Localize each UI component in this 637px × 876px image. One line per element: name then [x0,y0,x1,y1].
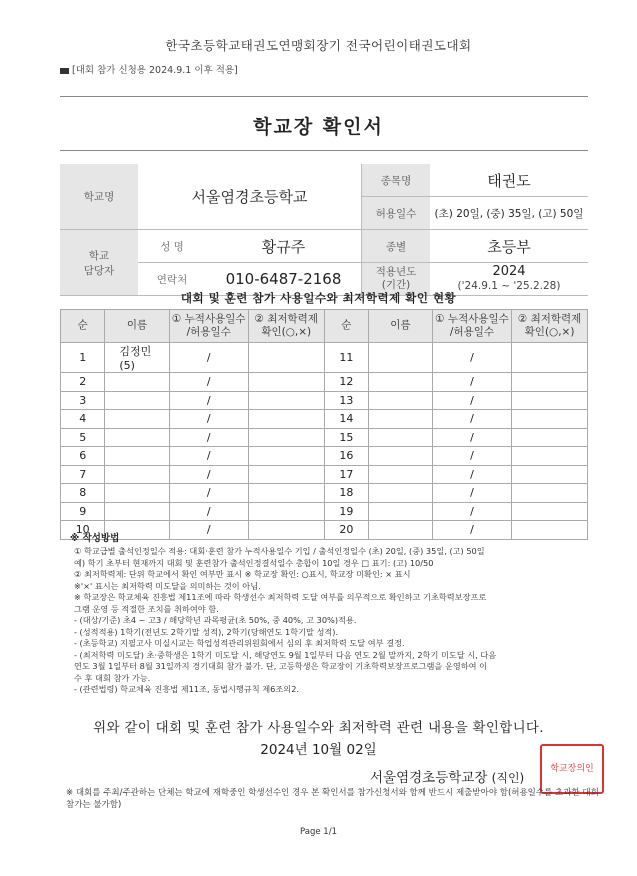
cell-days: / [432,343,511,373]
name-value: 황규주 [206,230,362,263]
cell-name [105,502,169,521]
school-name: 서울염경초등학교 [138,164,362,230]
cell-name [369,465,433,484]
signature [370,766,524,786]
cell-days: / [169,521,248,540]
col-name: 이름 [369,310,433,343]
method-line: ② 최저학력제: 단위 학교에서 확인 여부만 표시 ※ 학교장 확인: ○표시, 학교장 미확인: × 표시 [74,569,411,579]
school-label: 학교명 [60,164,138,230]
table-row [61,447,588,466]
cell-days: / [169,502,248,521]
cell-days: / [169,484,248,503]
method-line: ※'×' 표시는 최저학력 미도달을 의미하는 것이 아님. [74,580,261,591]
signature-name: 서울염경초등학교장 [370,770,488,786]
method-line: - (대상/기준) 초4 ~ 고3 / 해당학년 과목평균(초 50%, 중 40%, 고 30%)적용. [74,615,357,625]
confirm-text: 위와 같이 대회 및 훈련 참가 사용일수와 최저학력 관련 내용을 확인합니다. [93,720,544,736]
cell-name [105,391,169,410]
table-row [61,484,588,503]
table-row [61,502,588,521]
method-line: 연도 3월 1일부터 8월 31일까지 경기대회 참가 불가. 단, 고등학생은 학교장이 기초학력보장프로그램을 운영하여 이 [74,661,488,671]
cell-no: 14 [324,410,368,429]
period-value: ('24.9.1 ~ '25.2.28) [457,280,561,292]
method-line: 수 후 대회 참가 가능. [74,672,151,683]
contact-label: 연락처 [138,263,206,296]
cell-name [369,521,433,540]
cell-days: / [432,410,511,429]
cell-name [105,465,169,484]
square-bullet-icon [60,68,69,74]
cell-name [369,484,433,503]
cell-min [248,391,324,410]
cell-days: / [169,410,248,429]
cell-no: 19 [324,502,368,521]
cell-days: / [169,447,248,466]
cell-min [512,447,588,466]
cell-no: 10 [61,521,105,540]
cell-days: / [432,428,511,447]
method-title: ※ 작성방법 [70,533,120,544]
cell-no: 20 [324,521,368,540]
method-line: 예) 학기 초부터 현재까지 대회 및 훈련참가 출석인정결석일수 총합이 10일 경우 □ 표기: (고) 10/50 [74,557,434,568]
cell-no: 13 [324,391,368,410]
name-label: 성 명 [138,230,206,263]
cell-name [369,373,433,392]
cell-days: / [432,484,511,503]
method-line: - (관련법령) 학교체육 진흥법 제11조, 동법시행규칙 제6조의2. [74,684,300,694]
cell-min [512,465,588,484]
table-row [61,373,588,392]
footer-note: ※ 대회를 주최/주관하는 단체는 학교에 재학중인 학생선수인 경우 본 확인서를 참가신청서와 함께 반드시 제출받아야 함(허용일수를 초과한 대회 참가는 불가함) [66,788,599,810]
cell-name [105,447,169,466]
table-row [61,343,588,373]
table-row [61,428,588,447]
cell-min [248,502,324,521]
divider-top [60,96,588,97]
cell-min [512,502,588,521]
students-table [60,309,588,540]
info-table [60,164,588,296]
cell-min [512,410,588,429]
cell-no: 12 [324,373,368,392]
cell-no: 3 [61,391,105,410]
cell-days: / [169,373,248,392]
cell-name [105,373,169,392]
cell-name [105,428,169,447]
application-note [60,62,238,76]
cell-min [248,521,324,540]
cell-no: 5 [61,428,105,447]
cell-min [512,428,588,447]
cell-name [369,343,433,373]
cell-min [512,343,588,373]
cell-no: 8 [61,484,105,503]
allow-days-label: 허용일수 [362,197,431,230]
confirm-date: 2024년 10월 02일 [260,742,377,758]
cell-no: 15 [324,428,368,447]
cell-min [248,410,324,429]
table-header-row [61,310,588,343]
method-line: 그램 운영 등 적절한 조치를 취하여야 함. [74,603,219,614]
cell-no: 11 [324,343,368,373]
cell-name [369,391,433,410]
seal-mark: 학교장의인 [550,763,594,774]
cell-no: 17 [324,465,368,484]
table-row [61,410,588,429]
cell-no: 9 [61,502,105,521]
cell-no: 18 [324,484,368,503]
allow-days-value: (초) 20일, (중) 35일, (고) 50일 [430,197,588,230]
table-row [61,465,588,484]
cell-name [369,410,433,429]
method-line: ① 학교급별 출석인정일수 적용: 대회·훈련 참가 누적사용일수 기입 / 출석인정일수 (초) 20일, (중) 35일, (고) 50일 [74,546,485,556]
col-min: ② 최저학력제 확인(○,×) [248,310,324,343]
table-row [61,521,588,540]
event-label: 종목명 [362,164,431,197]
cell-name [369,447,433,466]
cell-no: 4 [61,410,105,429]
cell-min [248,373,324,392]
cell-no: 16 [324,447,368,466]
cell-min [248,484,324,503]
cell-min [248,428,324,447]
document-header: 한국초등학교태권도연맹회장기 전국어린이태권도대회 [165,38,472,53]
col-days: ① 누적사용일수 /허용일수 [169,310,248,343]
cell-name [105,484,169,503]
cell-days: / [432,391,511,410]
cell-days: / [432,447,511,466]
cell-days: / [432,502,511,521]
cell-no: 1 [61,343,105,373]
division-value: 초등부 [430,230,588,263]
page-title: 학교장 확인서 [253,116,384,138]
col-no: 순 [324,310,368,343]
col-no: 순 [61,310,105,343]
cell-name [369,428,433,447]
year-label: 적용년도 (기간) [362,263,431,296]
cell-days: / [169,465,248,484]
cell-min [512,373,588,392]
table-row [61,391,588,410]
cell-days: / [169,343,248,373]
cell-min [248,447,324,466]
cell-min [248,343,324,373]
cell-name [105,410,169,429]
col-min: ② 최저학력제 확인(○,×) [512,310,588,343]
year-value: 2024 [492,264,526,279]
cell-days: / [432,373,511,392]
event-value: 태권도 [430,164,588,197]
cell-name [369,502,433,521]
cell-min [512,521,588,540]
method-lines [74,546,594,696]
cell-days: / [432,465,511,484]
method-line: ※ 학교장은 학교체육 진흥법 제11조에 따라 학생선수 최저학력 도달 여부를 의무적으로 확인하고 기초학력보장프로 [74,592,487,602]
cell-no: 7 [61,465,105,484]
contact-value: 010-6487-2168 [206,263,362,296]
manager-label: 학교 담당자 [60,230,138,296]
page-number: Page 1/1 [300,827,337,837]
table-subtitle: 대회 및 훈련 참가 사용일수와 최저학력제 확인 현황 [180,291,457,305]
col-days: ① 누적사용일수 /허용일수 [432,310,511,343]
official-seal [540,744,604,794]
cell-no: 2 [61,373,105,392]
cell-min [512,391,588,410]
cell-min [512,484,588,503]
method-line: - (성적적용) 1학기(전년도 2학기말 성적), 2학기(당해연도 1학기말 성적). [74,626,339,637]
cell-min [248,465,324,484]
cell-days: / [432,521,511,540]
method-line: - (최저학력 미도달) 초·중학생은 1학기 미도달 시, 해당연도 9월 1일부터 다음 연도 2월 말까지, 2학기 미도달 시, 다음 [74,649,497,660]
seal-label: (직인) [491,771,525,785]
method-line: - (초등학교) 지필고사 미실시교는 학업성적관리위원회에서 심의 후 최저학력 도달 여부 결정. [74,638,405,648]
divider-title [60,150,588,151]
cell-days: / [169,391,248,410]
application-note-text: [대회 참가 신청용 2024.9.1 이후 적용] [72,65,238,76]
cell-no: 6 [61,447,105,466]
cell-days: / [169,428,248,447]
col-name: 이름 [105,310,169,343]
division-label: 종별 [362,230,431,263]
cell-name: 김정민(5) [105,343,169,373]
